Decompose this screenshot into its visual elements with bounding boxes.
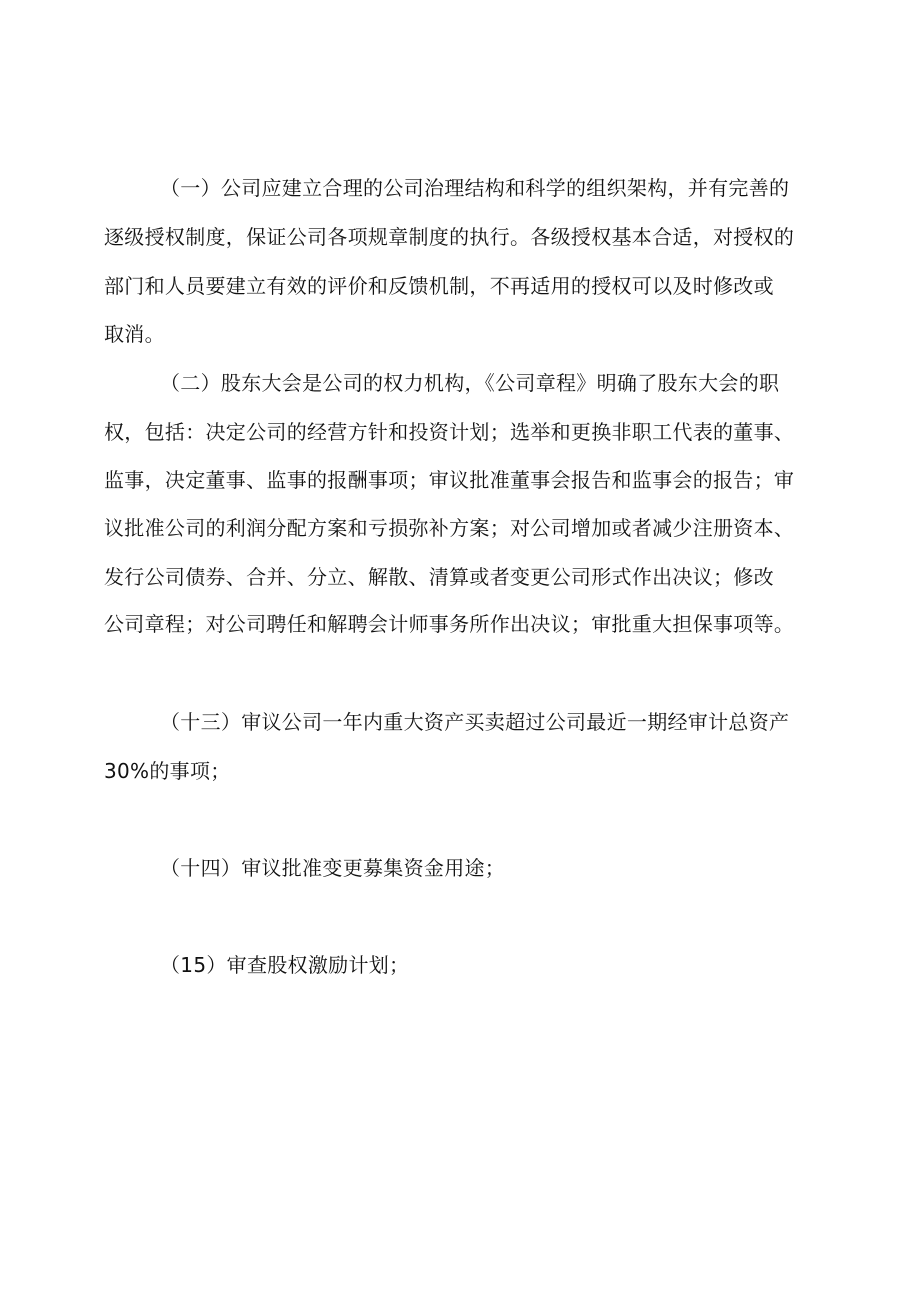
paragraph-2-line-6: 公司章程；对公司聘任和解聘会计师事务所作出决议；审批重大担保事项等。 — [104, 612, 795, 636]
item-14: （十四）审议批准变更募集资金用途； — [160, 856, 506, 880]
item-13-line-2: 30%的事项； — [104, 759, 231, 783]
paragraph-2-line-4: 议批准公司的利润分配方案和亏损弥补方案；对公司增加或者减少注册资本、 — [104, 516, 795, 540]
paragraph-2-line-1: （二）股东大会是公司的权力机构，《公司章程》明确了股东大会的职 — [160, 371, 780, 395]
paragraph-2-line-3: 监事，决定董事、监事的报酬事项；审议批准董事会报告和监事会的报告；审 — [104, 468, 795, 492]
paragraph-1-line-1: （一）公司应建立合理的公司治理结构和科学的组织架构，并有完善的 — [160, 176, 790, 200]
paragraph-2-line-2: 权，包括：决定公司的经营方针和投资计划；选举和更换非职工代表的董事、 — [104, 420, 795, 444]
paragraph-1-line-4: 取消。 — [104, 322, 165, 346]
paragraph-1-line-2: 逐级授权制度，保证公司各项规章制度的执行。各级授权基本合适，对授权的 — [104, 225, 795, 249]
paragraph-1-line-3: 部门和人员要建立有效的评价和反馈机制，不再适用的授权可以及时修改或 — [104, 274, 774, 298]
paragraph-2-line-5: 发行公司债券、合并、分立、解散、清算或者变更公司形式作出决议；修改 — [104, 565, 774, 589]
item-15: （15）审查股权激励计划； — [160, 953, 410, 977]
item-13-line-1: （十三）审议公司一年内重大资产买卖超过公司最近一期经审计总资产 — [160, 710, 790, 734]
